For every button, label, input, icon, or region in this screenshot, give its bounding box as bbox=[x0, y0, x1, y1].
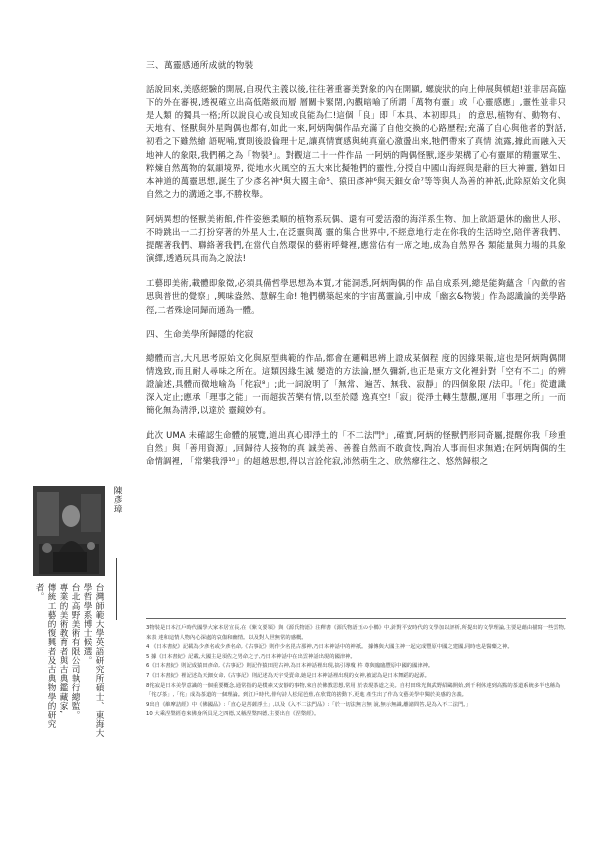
author-name: 陳彥璋 bbox=[112, 486, 122, 514]
section4-paragraph-1: 總體而言,大凡思考原始文化與原型典範的作品,都會在邏輯思辨上證成某個程 度的因緣果報,這也是阿炳陶偶開情逸致,而且耐人尋味之所在。這類因緣生滅 變造的方法論,歷久彌新,也正是東方文化裡針對「空有不二」的辨證論述,具體而微地喻為「侘寂⁸」;此一詞說明了「無常、遍苦、無我、寂靜」的四個象限 /法印。「侘」從遺識深入定止;應承「理事之能」一而超拔苦樂有情,以至於隱 逸真空!「寂」從淨土轉生慧觀,運用「事理之所」一而簡化無為清淨,以達於 靈鏡妙有。 bbox=[146, 352, 566, 416]
footnote-6: 6《日本書紀》則記成猿田彥命,《古事記》則記作猿田毘古神,為日本神話裡出現,搞引導瓊 杵 尊與臨臨豐原中國的國津神。 bbox=[146, 663, 434, 670]
section4-paragraph-2: 此次 UMA 未確認生命體的展覽,道出真心即淨土的「不二法門⁹」,確實,阿炳的怪獸們形同奇屬,提醒你我「珍重自然」與「善用資源」,回歸待人接物的真 誠美善、善養自然而不敢貪忮,陶冶人事而但求無過;在阿炳陶偶的生命情調裡, 「常樂我淨¹⁰」的超越思想,得以言詮侘寂,沛然萌生之、欣然瘳往之、悠然歸根之 bbox=[146, 430, 566, 467]
footnote-9: 9出自《維摩詰經》中《佛國品》:「直心是菩薩淨土」,以及《入不二法門品》:「於一切法無言無 說,無示無識,離諸問答,是為入不二法門。」 bbox=[146, 701, 472, 708]
section4-heading: 四、生命美學所歸隱的侘寂 bbox=[146, 329, 254, 340]
footnote-5: 5 據《日本書紀》記載,大國主是須佐之男命之子,乃日本神話中在出雲神話出現的國津神。 bbox=[146, 653, 356, 660]
footnote-10: 10 大乘涅槃經卷來佛身所具足之四德,又稱涅槃四德,主要出自《涅槃經》。 bbox=[146, 711, 320, 718]
author-portrait-image bbox=[33, 486, 105, 576]
author-bio-line-4: 傳統工藝的復興者及古典物學的研究者。 bbox=[34, 583, 56, 729]
section3-heading: 三、萬靈感通所成就的物裝 bbox=[146, 61, 254, 71]
footnote-7: 7《日本書紀》裡記述為天鈿女命,《古事記》則記述為天宇受賣命,她是日本神話裡出現的女神,被認為是日本舞蹈的起源。 bbox=[146, 672, 430, 679]
author-bio bbox=[33, 583, 105, 743]
author-photo bbox=[33, 486, 105, 576]
section3-paragraph-3: 工藝即美術,載體即象徵,必須具備哲學思想為本質,才能洞悉,阿炳陶偶的作 品自成系列,總是能夠蘊含「內歛的省思與普世的覺察」,興味盎然、慧解生命! 牠們構築起來的宇宙萬靈論,引申成「幽玄&物裝」作為認識論的美學路徑,二者殊途同歸而通為一體。 bbox=[146, 278, 566, 315]
footnote-4: 4 《日本書紀》記載為少彥名或少彥名命,《古事記》則作少名毘古那神,乃日本神話中的神祇。 據傳與大國主神一起完成豐原中國之建國,同時也是醫藥之神。 bbox=[146, 644, 513, 651]
section3-paragraph-1: 話說回來,美感經驗的開展,自現代主義以後,往往著重審美對象的內在開顯, 螺旋狀的向上伸展與頓超!並非居高臨下的外在審視,透視確立出高低階級而層 層關卡緊閉,內觀暗喻了所謂「萬物有靈」或「心靈感應」,靈性並非只是人類 的獨具一格;所以說良心或良知或良能為仁!這個「良」即「本具、本初即具」 的意思,植物有、動物有、天地有、怪獸與外星陶偶也都有,如此一來,阿炳陶偶作品充滿了自他交換的心路歷程;充滿了自心與他者的對話,初看之下雖然繪 語呢喃,實則後設倫理十足,讓真情實感與純真童心激盪出來,牠們帶來了真情 流露,據此而融入天地神人的象限,我們稱之為「物裝³」。對觀這二十一件作品 一阿炳的陶偶怪獸,逐步架構了心有靈犀的精靈眾生、粹煉自然萬物的氣韻境界, 從地水火風空的五大來比擬牠們的靈性,分授自中國山海經與是辭的巨大神靈, 猶如日本神道的萬靈思想,誕生了少彥名神⁴與大國主命⁵、猿田彥神⁶與天鈿女命⁷等等與人為善的神祇,此除原始文化與自然之力的溝通之事,不勝枚舉。 bbox=[146, 84, 566, 199]
main-text-column bbox=[146, 60, 566, 480]
author-name-rule bbox=[116, 558, 117, 620]
footnote-3: 3物裝是日本江戶時代國學大家本居宣長,在《紫文要領》與《源氏物語》注釋書《源氏物語玉の小櫛》中,針對平安時代的文學加以評析,所提出的文學理論,主要是藉由描寫一些雲物,來表 達和這情人物內心深處的哀傷和幽情。以及對人世無常的感概。 bbox=[146, 625, 566, 641]
author-bio-line-2: 台北高野美術有限公司執行總監。 bbox=[70, 583, 80, 720]
footnotes bbox=[146, 624, 566, 720]
author-bio-line-1: 台灣師範大學英語研究所碩士、東海大學哲學系博士候選。 bbox=[82, 583, 104, 738]
section3-paragraph-2: 阿炳異想的怪獸美術館,件件姿態柔順的植物系玩偶、還有可愛活潑的海洋系生物、加上欲語還休的幽世人形、不時跳出一二打扮穿著的外星人士,在泛靈與萬 靈的集合世界中,不經意地行走在你我的生活時空,陪伴著我們、提醒著我們、聯絡著我們,在當代自然環保的藝術呼聲裡,應當佔有一席之地,成為自然界各 類能量與力場的具象演繹,透過玩具而為之說法! bbox=[146, 213, 566, 264]
footnote-8: 8侘寂是日本美學意識的一個重要概念,通常指的是樸素又安靜的事物,來自於佛教思想,常用 於表現茶道之美。自村田珠光與武野紹鷗開始,到千利休達到高點的茶道系統多半也稱為「侘び茶」,「侘」成為茶道的一個理論。到江戶時代,俳句詩人松尾芭蕉,在欣賞的捨動下,更進 產生出了作為文藝美學中獨於美感的含義。 bbox=[146, 682, 561, 699]
footnote-divider bbox=[146, 618, 566, 619]
author-bio-line-3: 專業的美術教育者與古典鑑藏家, bbox=[58, 583, 68, 714]
